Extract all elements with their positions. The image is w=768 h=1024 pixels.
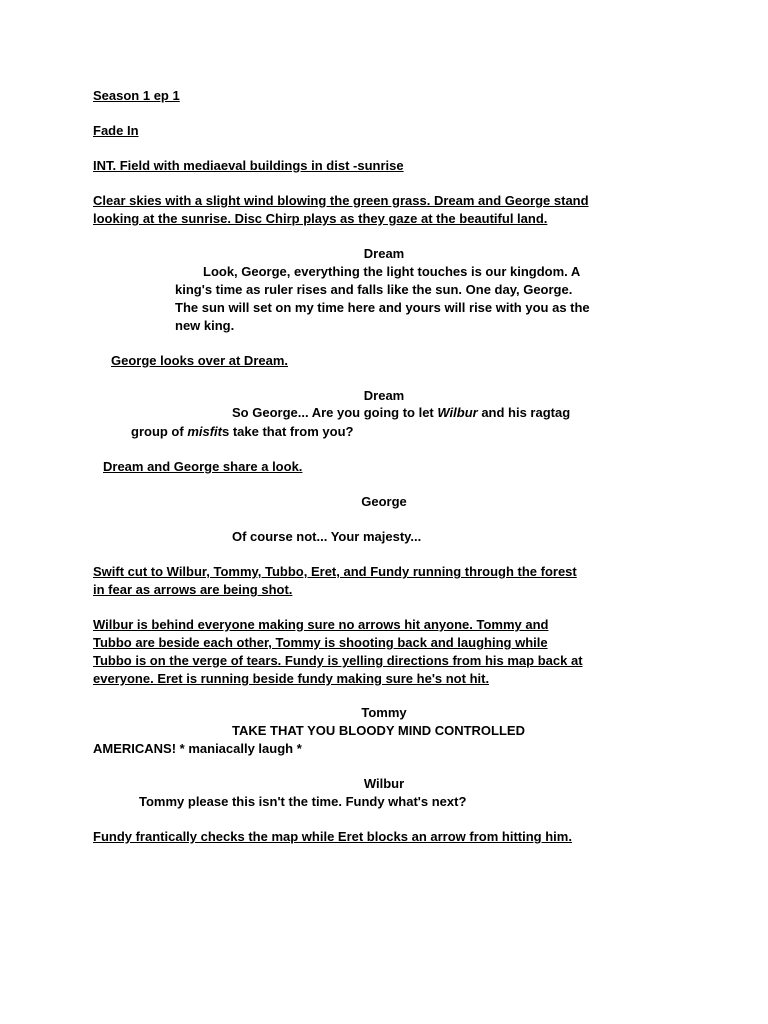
action-line: Wilbur is behind everyone making sure no arrows hit anyone. Tommy and (93, 617, 549, 632)
dialogue-line: TAKE THAT YOU BLOODY MIND CONTROLLED (232, 723, 525, 738)
dialogue-line: The sun will set on my time here and yours will rise with you as the (175, 300, 590, 315)
dialogue-line: Look, George, everything the light touches is our kingdom. A (203, 264, 581, 279)
dialogue-line: So George... Are you going to let Wilbur and his ragtag (232, 405, 571, 420)
dialogue-line: Tommy please this isn't the time. Fundy what's next? (139, 794, 467, 809)
dialogue-line: Of course not... Your majesty... (232, 529, 422, 544)
fade-in: Fade In (93, 123, 139, 138)
action-line: Swift cut to Wilbur, Tommy, Tubbo, Eret, and Fundy running through the forest (93, 564, 577, 579)
scene-heading: INT. Field with mediaeval buildings in dist -sunrise (93, 158, 404, 173)
action-line: George looks over at Dream. (111, 353, 289, 368)
season-heading: Season 1 ep 1 (93, 88, 180, 103)
action-line: Fundy frantically checks the map while Eret blocks an arrow from hitting him. (93, 829, 572, 844)
action-line: looking at the sunrise. Disc Chirp plays as they gaze at the beautiful land. (93, 211, 548, 226)
action-line: everyone. Eret is running beside fundy making sure he's not hit. (93, 671, 490, 686)
action-line: Tubbo is on the verge of tears. Fundy is yelling directions from his map back at (93, 653, 583, 668)
character-name: Wilbur (363, 776, 405, 791)
action-line: Dream and George share a look. (103, 459, 303, 474)
dialogue-line: AMERICANS! * maniacally laugh * (93, 741, 302, 756)
dialogue-line: new king. (175, 318, 235, 333)
character-name: Dream (363, 388, 405, 403)
action-line: Tubbo are beside each other, Tommy is shooting back and laughing while (93, 635, 548, 650)
dialogue-line: king's time as ruler rises and falls like the sun. One day, George. (175, 282, 573, 297)
character-name: George (361, 494, 407, 509)
action-line: in fear as arrows are being shot. (93, 582, 293, 597)
dialogue-line: group of misfits take that from you? (131, 424, 354, 439)
action-line: Clear skies with a slight wind blowing the green grass. Dream and George stand (93, 193, 589, 208)
character-name: Dream (363, 246, 405, 261)
character-name: Tommy (361, 705, 407, 720)
